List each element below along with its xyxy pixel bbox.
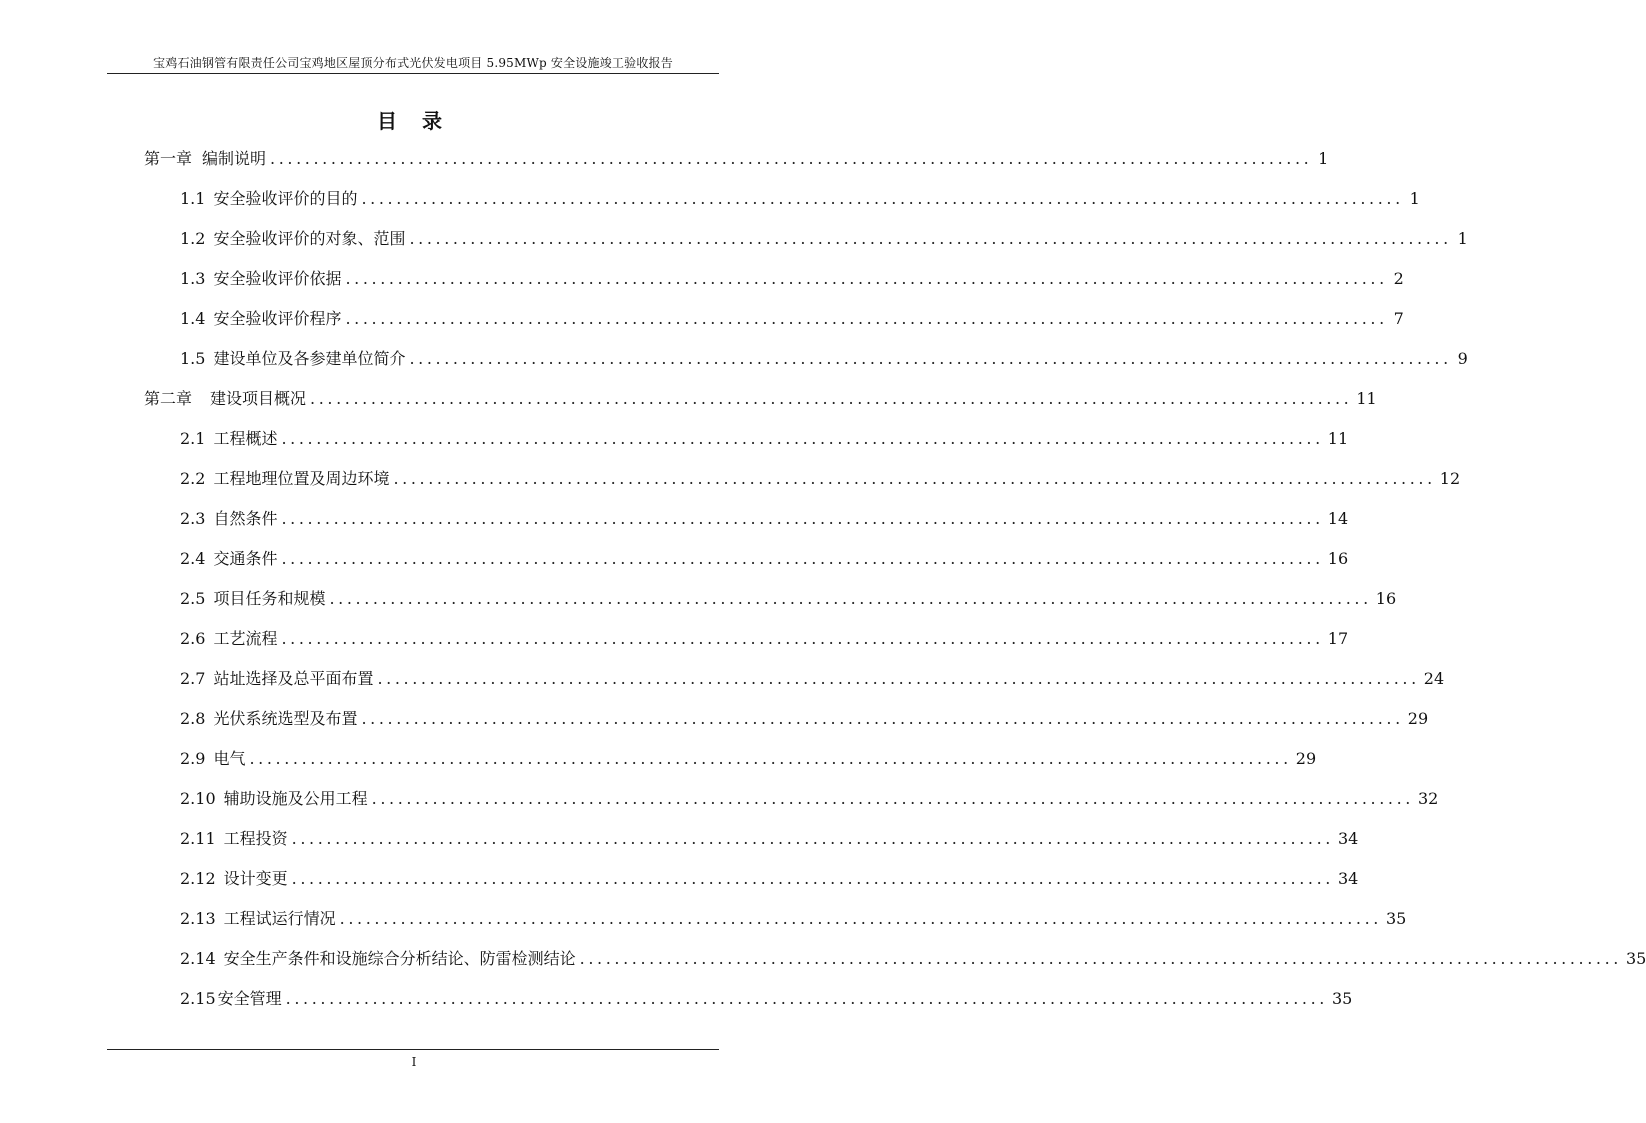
toc-entry-page: 34 — [1337, 869, 1359, 888]
toc-entry-2-8[interactable] — [180, 707, 1429, 731]
toc-entry-page: 11 — [1327, 429, 1349, 448]
dot-leader: ........................................................................................................................ — [377, 669, 1420, 688]
footer-divider — [107, 1049, 719, 1050]
toc-entry-1-5[interactable] — [180, 347, 1468, 371]
toc-entry-title: 站址选择及总平面布置 — [213, 669, 374, 688]
toc-entry-title: 项目任务和规模 — [213, 589, 326, 608]
toc-entry-number: 1.3 — [180, 269, 206, 288]
toc-entry-2-15[interactable] — [180, 987, 1353, 1011]
toc-entry-title: 工程地理位置及周边环境 — [213, 469, 390, 488]
toc-entry-1-2[interactable] — [180, 227, 1468, 251]
toc-entry-2-11[interactable] — [180, 827, 1359, 851]
toc-entry-number: 1.4 — [180, 309, 206, 328]
toc-entry-page: 34 — [1337, 829, 1359, 848]
toc-entry-title: 自然条件 — [213, 509, 278, 528]
dot-leader: ........................................................................................................................ — [281, 549, 1324, 568]
toc-entry-title: 工程试运行情况 — [223, 909, 336, 928]
toc-entry-page: 2 — [1393, 269, 1404, 288]
toc-entry-2-14[interactable] — [180, 947, 1646, 971]
toc-entry-title: 编制说明 — [202, 149, 267, 168]
toc-entry-number: 2.5 — [180, 589, 206, 608]
toc-entry-page: 32 — [1417, 789, 1439, 808]
toc-entry-2-6[interactable] — [180, 627, 1349, 651]
toc-entry-title: 安全验收评价依据 — [213, 269, 342, 288]
toc-entry-title: 光伏系统选型及布置 — [213, 709, 358, 728]
dot-leader: ........................................................................................................................ — [579, 949, 1622, 968]
dot-leader: ........................................................................................................................ — [409, 229, 1452, 248]
toc-entry-2-3[interactable] — [180, 507, 1349, 531]
dot-leader: ........................................................................................................................ — [291, 829, 1334, 848]
toc-entry-2-5[interactable] — [180, 587, 1397, 611]
dot-leader: ........................................................................................................................ — [249, 749, 1292, 768]
toc-entry-page: 35 — [1385, 909, 1407, 928]
toc-entry-title: 交通条件 — [213, 549, 278, 568]
toc-entry-title: 工艺流程 — [213, 629, 278, 648]
toc-entry-number: 2.4 — [180, 549, 206, 568]
toc-entry-title: 建设单位及各参建单位简介 — [213, 349, 406, 368]
toc-entry-2-13[interactable] — [180, 907, 1407, 931]
toc-entry-title: 电气 — [213, 749, 246, 768]
dot-leader: ........................................................................................................................ — [285, 989, 1328, 1008]
dot-leader: ........................................................................................................................ — [409, 349, 1452, 368]
toc-entry-2-1[interactable] — [180, 427, 1349, 451]
toc-entry-2-4[interactable] — [180, 547, 1349, 571]
toc-entry-page: 24 — [1423, 669, 1445, 688]
toc-entry-page: 35 — [1331, 989, 1353, 1008]
toc-entry-number: 2.7 — [180, 669, 206, 688]
dot-leader: ........................................................................................................................ — [371, 789, 1414, 808]
toc-entry-page: 29 — [1295, 749, 1317, 768]
dot-leader: ........................................................................................................................ — [361, 189, 1404, 208]
toc-entry-number: 2.13 — [180, 909, 216, 928]
toc-entry-1-1[interactable] — [180, 187, 1420, 211]
toc-entry-title: 安全验收评价的对象、范围 — [213, 229, 406, 248]
toc-entry-title: 安全验收评价的目的 — [213, 189, 358, 208]
header-divider — [107, 73, 719, 74]
toc-entry-number: 2.6 — [180, 629, 206, 648]
toc-entry-number: 第一章 — [144, 149, 193, 168]
toc-entry-number: 2.1 — [180, 429, 206, 448]
toc-entry-title: 设计变更 — [223, 869, 288, 888]
toc-entry-page: 1 — [1457, 229, 1468, 248]
dot-leader: ........................................................................................................................ — [310, 389, 1353, 408]
toc-entry-number: 1.5 — [180, 349, 206, 368]
toc-entry-page: 29 — [1407, 709, 1429, 728]
dot-leader: ........................................................................................................................ — [339, 909, 1382, 928]
toc-entry-title: 建设项目概况 — [210, 389, 307, 408]
toc-entry-2-12[interactable] — [180, 867, 1359, 891]
toc-title: 目 录 — [377, 109, 451, 133]
toc-entry-page: 7 — [1393, 309, 1404, 328]
toc-entry-number: 第二章 — [144, 389, 193, 408]
toc-entry-2-7[interactable] — [180, 667, 1445, 691]
toc-entry-number: 2.9 — [180, 749, 206, 768]
toc-entry-page: 17 — [1327, 629, 1349, 648]
toc-entry-number: 2.10 — [180, 789, 216, 808]
dot-leader: ........................................................................................................................ — [291, 869, 1334, 888]
toc-entry-page: 9 — [1457, 349, 1468, 368]
dot-leader: ........................................................................................................................ — [345, 269, 1388, 288]
toc-entry-title: 工程投资 — [223, 829, 288, 848]
toc-entry-page: 16 — [1327, 549, 1349, 568]
toc-entry-number: 2.3 — [180, 509, 206, 528]
toc-entry-number: 2.15 — [180, 989, 216, 1008]
toc-entry-page: 1 — [1409, 189, 1420, 208]
toc-entry-number: 2.14 — [180, 949, 216, 968]
dot-leader: ........................................................................................................................ — [361, 709, 1404, 728]
running-header: 宝鸡石油钢管有限责任公司宝鸡地区屋顶分布式光伏发电项目 5.95MWp 安全设施竣工验收报告 — [153, 56, 673, 70]
toc-entry-title: 安全生产条件和设施综合分析结论、防雷检测结论 — [223, 949, 576, 968]
toc-entry-page: 16 — [1375, 589, 1397, 608]
dot-leader: ........................................................................................................................ — [281, 509, 1324, 528]
dot-leader: ........................................................................................................................ — [270, 149, 1313, 168]
toc-entry-number: 2.2 — [180, 469, 206, 488]
toc-entry-page: 11 — [1356, 389, 1377, 408]
dot-leader: ........................................................................................................................ — [281, 429, 1324, 448]
toc-entry-number: 2.11 — [180, 829, 216, 848]
dot-leader: ........................................................................................................................ — [345, 309, 1388, 328]
dot-leader: ........................................................................................................................ — [329, 589, 1372, 608]
toc-entry-number: 2.12 — [180, 869, 216, 888]
toc-entry-ch2[interactable] — [144, 387, 1377, 411]
dot-leader: ........................................................................................................................ — [281, 629, 1324, 648]
toc-entry-2-9[interactable] — [180, 747, 1317, 771]
dot-leader: ........................................................................................................................ — [393, 469, 1436, 488]
toc-entry-page: 14 — [1327, 509, 1349, 528]
toc-entry-number: 1.1 — [180, 189, 206, 208]
toc-entry-page: 1 — [1318, 149, 1329, 168]
toc-entry-1-3[interactable] — [180, 267, 1404, 291]
toc-entry-page: 35 — [1625, 949, 1646, 968]
toc-entry-2-2[interactable] — [180, 467, 1461, 491]
toc-entry-number: 1.2 — [180, 229, 206, 248]
toc-entry-title: 辅助设施及公用工程 — [223, 789, 368, 808]
page-number: I — [411, 1055, 417, 1069]
toc-entry-number: 2.8 — [180, 709, 206, 728]
toc-entry-ch1[interactable] — [144, 147, 1329, 171]
toc-entry-title: 工程概述 — [213, 429, 278, 448]
toc-entry-title: 安全验收评价程序 — [213, 309, 342, 328]
toc-entry-title: 安全管理 — [217, 989, 282, 1008]
toc-entry-1-4[interactable] — [180, 307, 1404, 331]
toc-entry-page: 12 — [1439, 469, 1461, 488]
toc-entry-2-10[interactable] — [180, 787, 1439, 811]
